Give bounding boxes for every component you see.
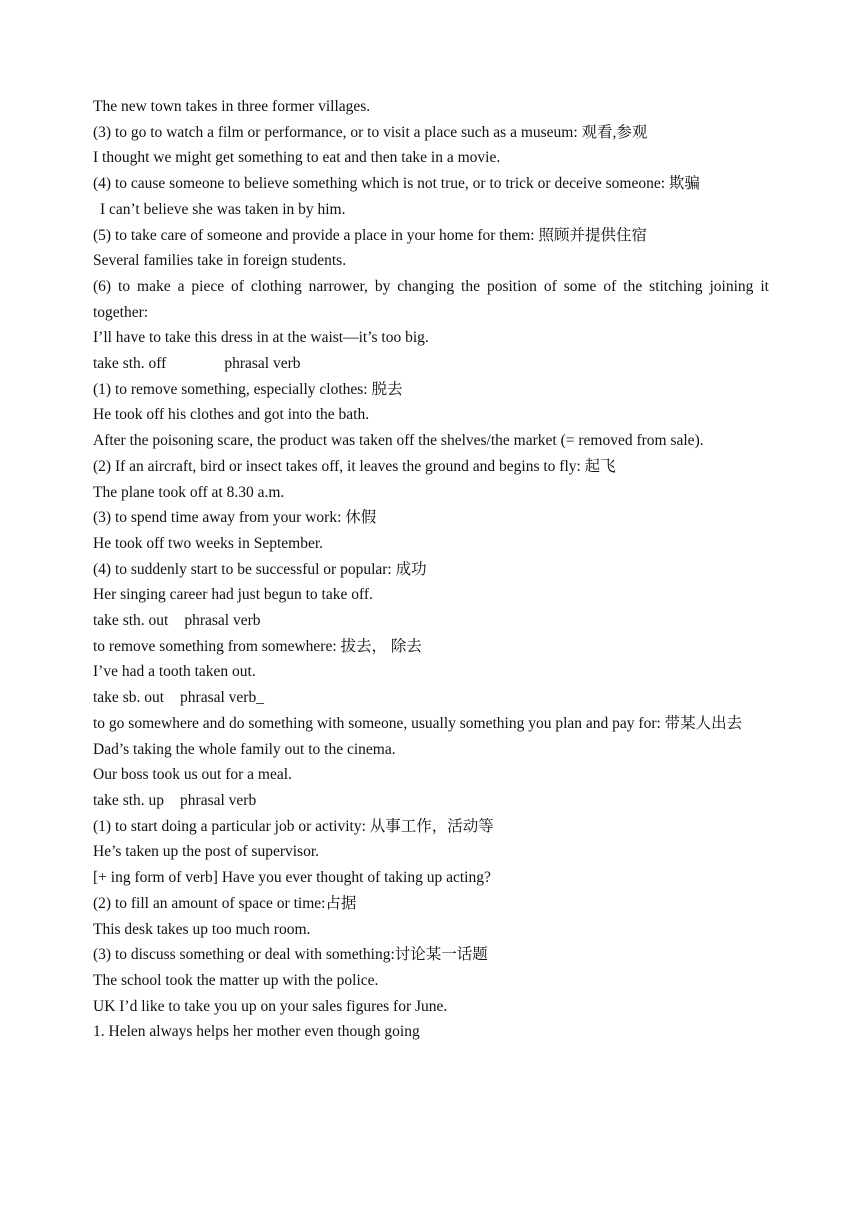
example-sentence: I thought we might get something to eat and then take in a movie. [93, 149, 501, 167]
phrasal-verb-heading [93, 685, 769, 711]
phrasal-verb-heading [93, 351, 769, 377]
example-sentence: The new town takes in three former villages. [93, 98, 371, 115]
definition: (4) to cause someone to believe something which is not true, or to trick or deceive someone: 欺骗 [93, 175, 700, 193]
example-sentence: The plane took off at 8.30 a.m. [93, 483, 285, 501]
example-sentence: After the poisoning scare, the product was taken off the shelves/the market (= removed from sale). [93, 432, 704, 450]
phrasal-verb-heading [93, 788, 769, 814]
definition: (1) to remove something, especially clothes: 脱去 [93, 380, 403, 398]
example-sentence: This desk takes up too much room. [93, 920, 311, 938]
example-sentence: I can’t believe she was taken in by him. [100, 200, 346, 218]
part-of-speech: phrasal verb [180, 791, 257, 809]
definition: (6) to make a piece of clothing narrower, by changing the position of some of the stitching joining it together: [93, 277, 769, 321]
definition: to remove something from somewhere: 拔去， 除去 [93, 637, 422, 655]
phrasal-verb-term: take sth. off [93, 355, 167, 373]
example-sentence: [+ ing form of verb] Have you ever thought of taking up acting? [93, 869, 491, 887]
example-sentence: Dad’s taking the whole family out to the cinema. [93, 740, 396, 758]
example-sentence: He took off his clothes and got into the bath. [93, 406, 370, 424]
phrasal-verb-heading [93, 608, 769, 634]
definition: (5) to take care of someone and provide a place in your home for them: 照顾并提供住宿 [93, 226, 647, 244]
example-sentence: The school took the matter up with the police. [93, 971, 379, 989]
part-of-speech: phrasal verb_ [180, 689, 264, 707]
example-sentence: Her singing career had just begun to take off. [93, 586, 373, 604]
phrasal-verb-term: take sth. out [93, 612, 169, 630]
phrasal-verb-term: take sb. out [93, 689, 165, 707]
definition: (4) to suddenly start to be successful or popular: 成功 [93, 560, 427, 578]
example-sentence: He’s taken up the post of supervisor. [93, 843, 320, 861]
example-sentence: UK I’d like to take you up on your sales figures for June. [93, 997, 448, 1015]
definition: (3) to go to watch a film or performance, or to visit a place such as a museum: 观看,参观 [93, 123, 648, 141]
document-body [93, 94, 769, 1045]
definition: (2) to fill an amount of space or time:占据 [93, 894, 357, 912]
example-sentence: I’ve had a tooth taken out. [93, 663, 256, 681]
part-of-speech: phrasal verb [224, 355, 301, 373]
definition: (3) to spend time away from your work: 休假 [93, 509, 377, 527]
example-sentence: Our boss took us out for a meal. [93, 766, 292, 784]
definition: (3) to discuss something or deal with something:讨论某一话题 [93, 946, 488, 964]
definition: (1) to start doing a particular job or activity: 从事工作，活动等 [93, 817, 494, 835]
phrasal-verb-term: take sth. up [93, 791, 165, 809]
example-sentence: He took off two weeks in September. [93, 534, 324, 552]
example-sentence: Several families take in foreign students. [93, 252, 347, 270]
part-of-speech: phrasal verb [184, 612, 261, 630]
definition: (2) If an aircraft, bird or insect takes off, it leaves the ground and begins to fly: 起飞 [93, 457, 616, 475]
example-sentence: I’ll have to take this dress in at the waist—it’s too big. [93, 329, 429, 347]
exercise-item: 1. Helen always helps her mother even though going [93, 1023, 420, 1041]
definition: to go somewhere and do something with someone, usually something you plan and pay for: 带某人出去 [93, 714, 743, 732]
